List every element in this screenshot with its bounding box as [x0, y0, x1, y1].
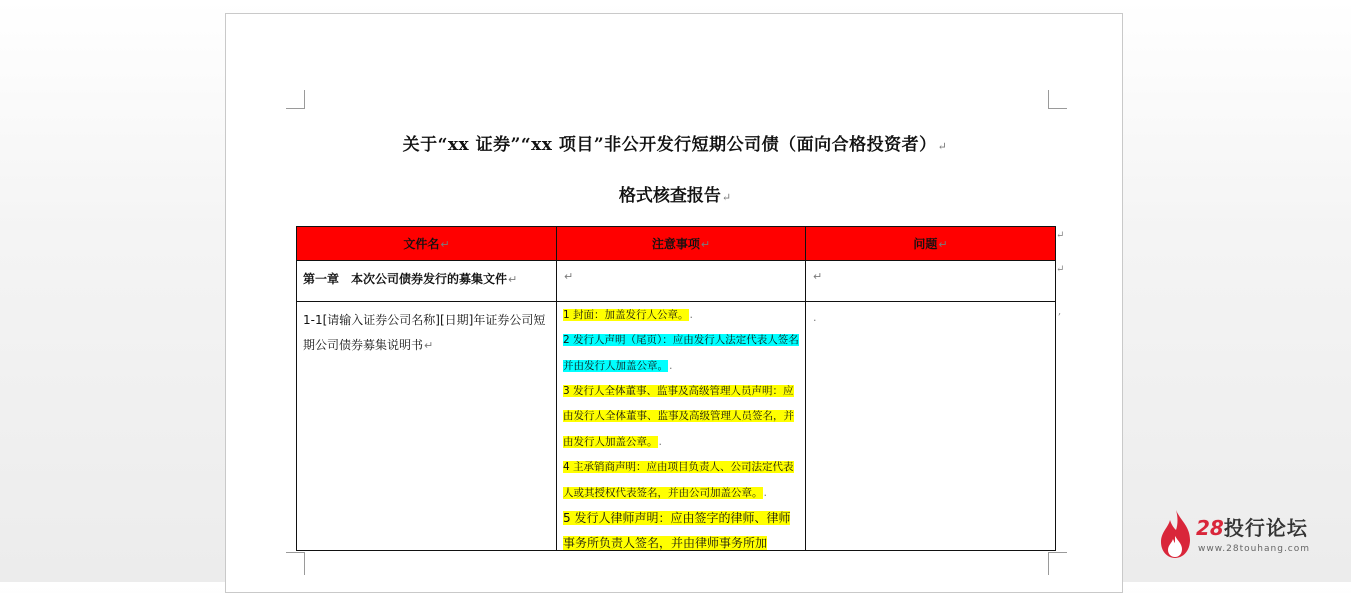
document-subtitle[interactable]: [226, 181, 1124, 206]
note-item: 1 封面：加盖发行人公章。.: [563, 308, 694, 321]
crop-mark-bottom-left: [286, 552, 305, 575]
note-item: 3 发行人全体董事、监事及高级管理人员声明：应由发行人全体董事、监事及高级管理人员签名，并由发行人加盖公章。.: [563, 385, 794, 448]
header-issues[interactable]: 问题↵: [806, 227, 1056, 261]
logo-name: 投行论坛: [1223, 516, 1308, 540]
logo-number: 28: [1196, 516, 1224, 540]
chapter-cell[interactable]: 第一章 本次公司债券发行的募集文件↵: [297, 261, 557, 302]
header-file-name[interactable]: 文件名↵: [297, 227, 557, 261]
review-table[interactable]: [296, 226, 1056, 551]
table-row: [297, 302, 1056, 551]
chapter-title: 第一章 本次公司债券发行的募集文件: [303, 272, 508, 286]
issues-cell[interactable]: .: [806, 302, 1056, 551]
logo-url: www.28touhang.com: [1198, 544, 1311, 554]
table-row: [297, 261, 1056, 302]
crop-mark-top-right: [1048, 90, 1067, 109]
row-end-mark-icon: ,: [1058, 306, 1062, 317]
note-item: 5 发行人律师声明：应由签字的律师、律师事务所负责人签名，并由律师事务所加: [563, 511, 791, 550]
file-name-text: 1-1[请输入证券公司名称][日期]年证券公司短期公司债券募集说明书: [303, 313, 546, 352]
notes-cell[interactable]: [557, 302, 806, 551]
table-cell[interactable]: ↵: [806, 261, 1056, 302]
table-header-row: [297, 227, 1056, 261]
watermark-logo: [1158, 508, 1328, 560]
document-page: [225, 13, 1123, 593]
paragraph-mark-icon: ↵: [937, 140, 948, 153]
crop-mark-bottom-right: [1048, 552, 1067, 575]
note-item: 4 主承销商声明：应由项目负责人、公司法定代表人或其授权代表签名，并由公司加盖公章。.: [563, 461, 794, 499]
row-end-mark-icon: ↵: [1056, 230, 1065, 241]
table-cell[interactable]: ↵: [557, 261, 806, 302]
flame-icon: [1158, 508, 1194, 560]
file-name-cell[interactable]: 1-1[请输入证券公司名称][日期]年证券公司短期公司债券募集说明书↵: [297, 302, 557, 551]
paragraph-mark-icon: ↵: [721, 191, 732, 204]
title-line-1: 关于“xx 证券”“xx 项目”非公开发行短期公司债（面向合格投资者）: [402, 135, 937, 155]
header-notes[interactable]: 注意事项↵: [557, 227, 806, 261]
document-title[interactable]: [226, 130, 1124, 155]
title-line-2: 格式核查报告: [618, 186, 721, 206]
row-end-mark-icon: ↵: [1056, 264, 1065, 275]
note-item: 2 发行人声明（尾页）：应由发行人法定代表人签名并由发行人加盖公章。.: [563, 334, 799, 372]
crop-mark-top-left: [286, 90, 305, 109]
